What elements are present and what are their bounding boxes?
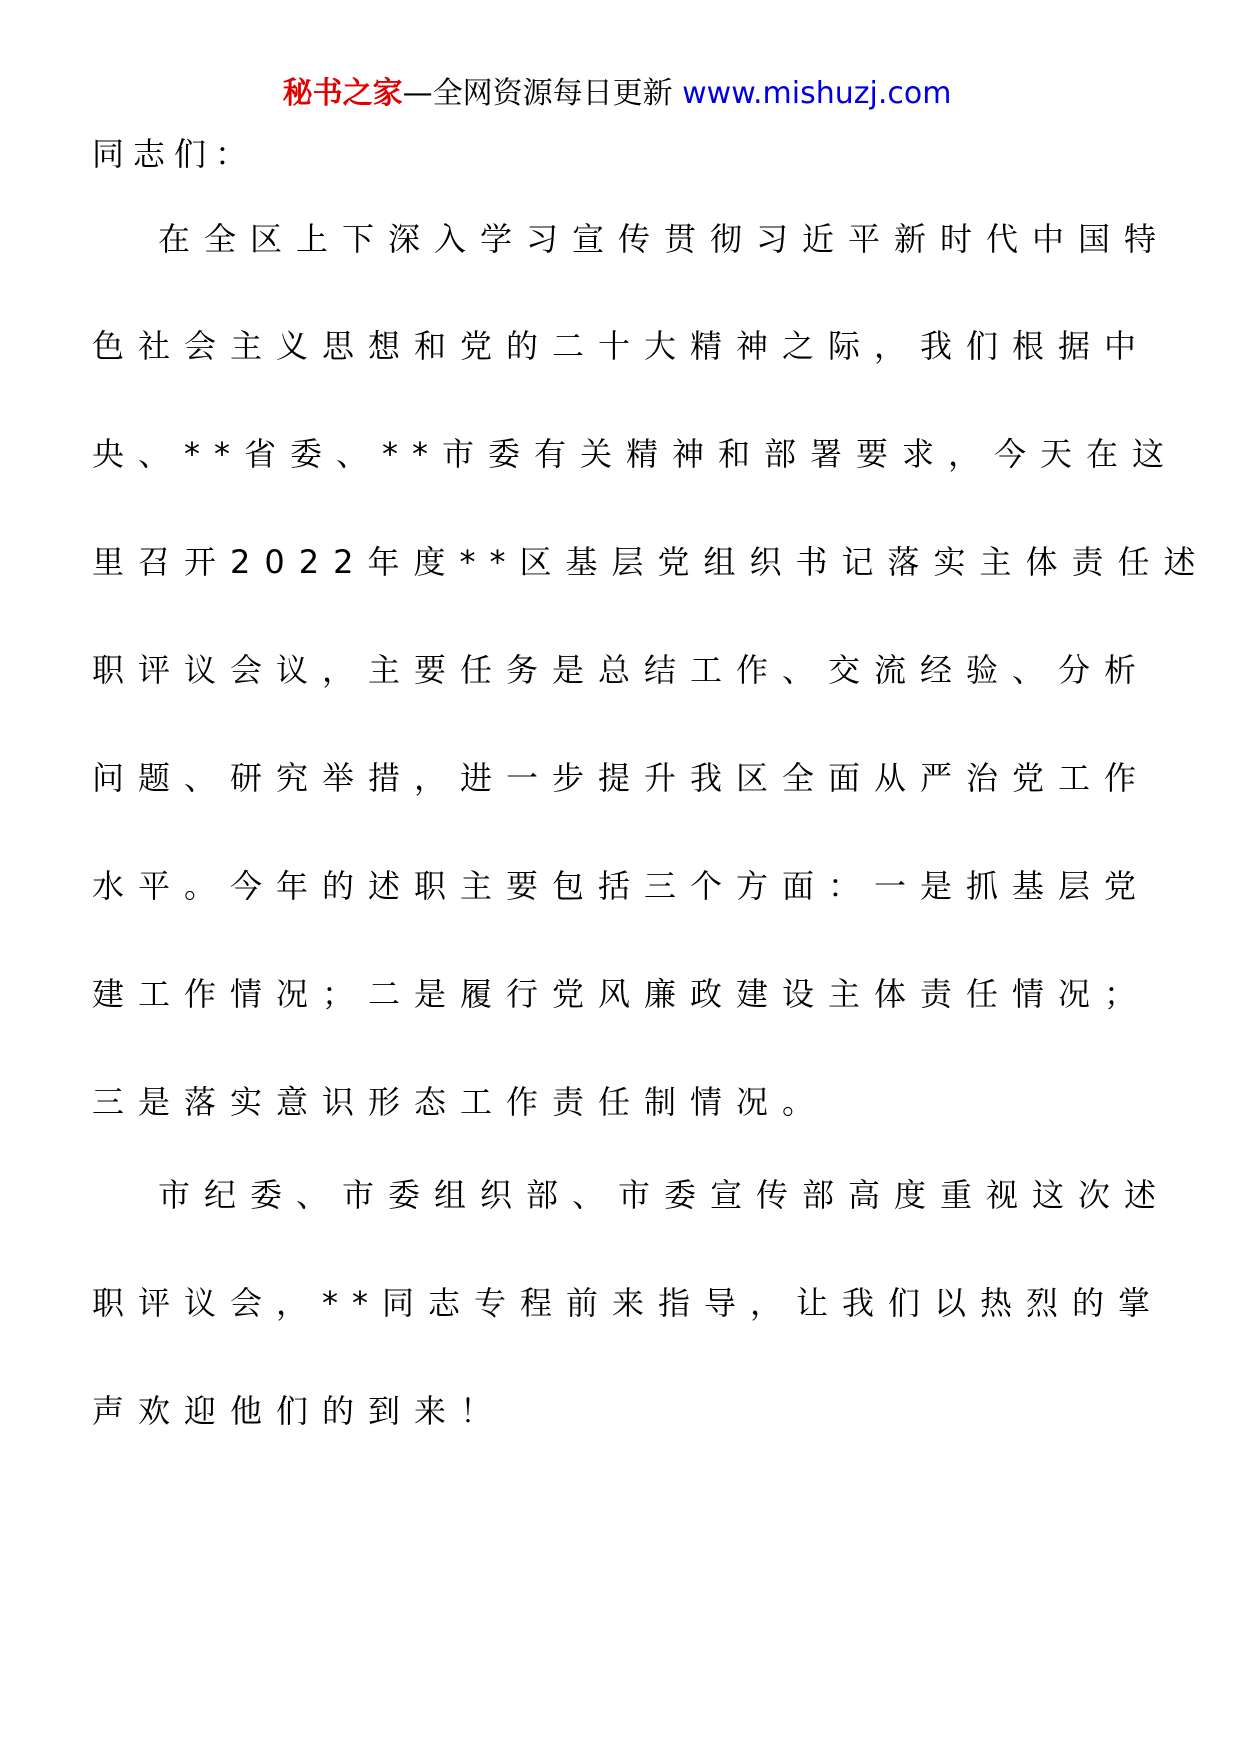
paragraph-line: 问题、研究举措，进一步提升我区全面从严治党工作 [92,759,1151,797]
paragraph-line: 在全区上下深入学习宣传贯彻习近平新时代中国特 [158,220,1171,258]
document-body [92,132,1210,1430]
paragraph-line: 央、**省委、**市委有关精神和部署要求，今天在这 [92,435,1179,473]
paragraph-line: 三是落实意识形态工作责任制情况。 [92,1083,829,1121]
site-url-link[interactable]: www.mishuzj.com [682,76,952,111]
page-header [0,74,1234,114]
paragraph-line: 色社会主义思想和党的二十大精神之际，我们根据中 [92,327,1151,365]
paragraph-line: 市纪委、市委组织部、市委宣传部高度重视这次述 [158,1176,1171,1214]
paragraph-line: 里召开2022年度**区基层党组织书记落实主体责任述 [92,543,1210,581]
paragraph-line: 水平。今年的述职主要包括三个方面：一是抓基层党 [92,867,1151,905]
paragraph-line: 职评议会，**同志专程前来指导，让我们以热烈的掌 [92,1284,1165,1322]
paragraph-line: 声欢迎他们的到来！ [92,1392,507,1430]
header-tagline: —全网资源每日更新 [402,76,683,111]
salutation: 同志们： [92,135,257,173]
paragraph-line: 建工作情况；二是履行党风廉政建设主体责任情况； [92,975,1151,1013]
paragraph-line: 职评议会议，主要任务是总结工作、交流经验、分析 [92,651,1151,689]
brand-name: 秘书之家 [282,76,403,111]
